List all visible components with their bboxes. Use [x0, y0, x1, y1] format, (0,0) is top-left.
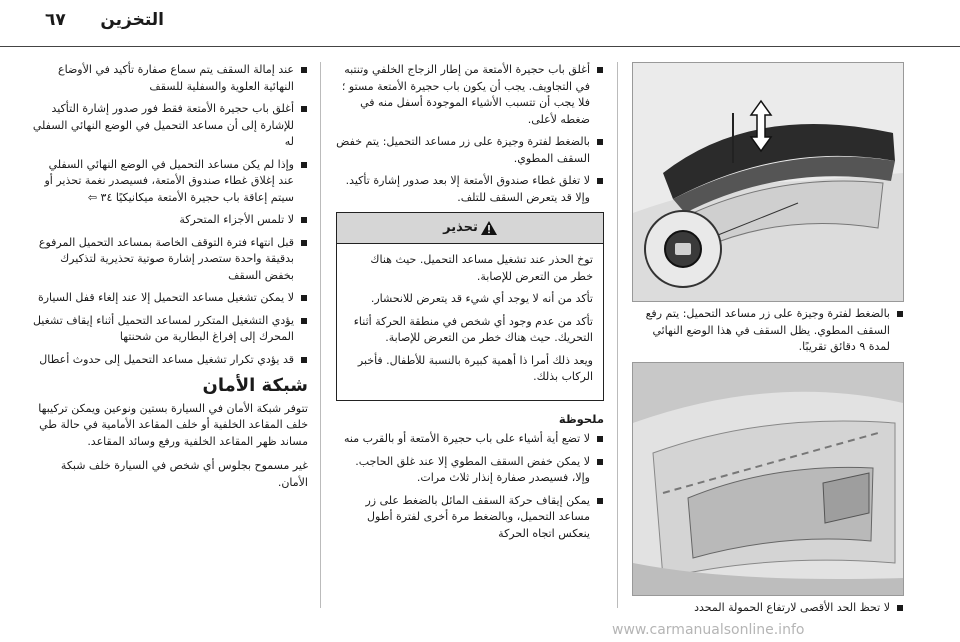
list-item: بالضغط لفترة وجيزة على زر مساعد التحميل: يتم رفع السقف المطوي. يظل السقف في هذا الوضع النهائي لمدة ٩ دقائق تقريبًا. [630, 306, 904, 356]
header-rule [0, 46, 960, 47]
warning-paragraph: توخ الحذر عند تشغيل مساعد التحميل. حيث هناك خطر من التعرض للإصابة. [370, 253, 593, 283]
list-item: لا تغلق غطاء صندوق الأمتعة إلا بعد صدور إشارة تأكيد. وإلا قد يتعرض السقف للتلف. [336, 173, 604, 206]
trunk-roof-photo [632, 62, 904, 302]
list-item: قد يؤدي تكرار تشغيل مساعد التحميل إلى حدوث أعطال [32, 352, 308, 369]
warning-icon [481, 221, 497, 235]
paragraph: تتوفر شبكة الأمان في السيارة بستين ونوعين ويمكن تركيبها خلف المقاعد الخلفية أو خلف المقاعد الأمامية في حالة طي مساند ظهر المقاعد الخلفية ورفع وسائد المقاعد. [38, 401, 308, 448]
list-item: قبل انتهاء فترة التوقف الخاصة بمساعد التحميل المرفوع بدقيقة واحدة ستصدر إشارة صوتية تحذيرية لتذكيرك بخفض السقف [32, 235, 308, 285]
trunk-interior-illustration [633, 363, 903, 595]
list-item: لا تحظ الحد الأقصى لارتفاع الحمولة المحدد [630, 600, 904, 617]
list-item: يمكن إيقاف حركة السقف المائل بالضغط على زر مساعد التحميل، وبالضغط مرة أخرى لفترة أطول ينعكس اتجاه الحركة [336, 493, 604, 543]
warning-paragraph: ويعد ذلك أمرا ذا أهمية كبيرة بالنسبة للأطفال. فأخبر الركاب بذلك. [357, 353, 593, 383]
list-item: لا يمكن تشغيل مساعد التحميل إلا عند إلغاء قفل السيارة [32, 290, 308, 307]
paragraph: غير مسموح بجلوس أي شخص في السيارة خلف شبكة الأمان. [60, 459, 308, 489]
column-right [630, 62, 904, 622]
list-item: وإذا لم يكن مساعد التحميل في الوضع النهائي السفلي عند إغلاق غطاء صندوق الأمتعة، فسيصدر نغمة تحذير أو سيتم إعاقة باب حجيرة الأمتعة ميكانيكيًا ٣٤ ⇦ [32, 157, 308, 207]
page-title: التخزين [100, 10, 164, 30]
trunk-height-photo [632, 362, 904, 596]
list-item: أغلق باب حجيرة الأمتعة فقط فور صدور إشارة التأكيد للإشارة إلى أن مساعد التحميل في الوضع النهائي السفلي له [32, 101, 308, 151]
list-item: بالضغط لفترة وجيزة على زر مساعد التحميل: يتم خفض السقف المطوي. [336, 134, 604, 167]
trunk-illustration [633, 63, 903, 301]
page-header [0, 0, 960, 44]
warning-header [337, 213, 603, 244]
list-item: يؤدي التشغيل المتكرر لمساعد التحميل أثناء إيقاف تشغيل المحرك إلى إفراغ البطارية من شحنتها [32, 313, 308, 346]
watermark: www.carmanualsonline.info [612, 622, 805, 638]
warning-body [337, 244, 603, 400]
warning-title: تحذير [443, 219, 478, 235]
warning-paragraph: تأكد من أنه لا يوجد أي شيء قد يتعرض للانحشار. [370, 292, 593, 305]
list-item: عند إمالة السقف يتم سماع صفارة تأكيد في الأوضاع النهائية العلوية والسفلية للسقف [32, 62, 308, 95]
column-middle [336, 62, 604, 548]
column-left [32, 62, 308, 499]
warning-box [336, 212, 604, 401]
column-divider [320, 62, 321, 608]
warning-paragraph: تأكد من عدم وجود أي شخص في منطقة الحركة أثناء التحريك. حيث هناك خطر من التعرض للإصابة. [353, 314, 593, 344]
section-title: شبكة الأمان [202, 375, 308, 396]
note-title: ملحوظة [558, 411, 604, 426]
list-item: لا تلمس الأجزاء المتحركة [32, 212, 308, 229]
page-number: ٦٧ [45, 10, 66, 30]
list-item: لا يمكن خفض السقف المطوي إلا عند غلق الحاجب. وإلا، فسيصدر صفارة إنذار ثلاث مرات. [336, 454, 604, 487]
list-item: أغلق باب حجيرة الأمتعة من إطار الزجاج الخلفي وتنتبه في التجاويف. يجب أن يكون باب حجيرة الأمتعة مستو ؛ فلا يجب أن تتسبب الأشياء الموجودة أسفل منه في ضغطه لأعلى. [336, 62, 604, 128]
list-item: لا تضع أية أشياء على باب حجيرة الأمتعة أو بالقرب منه [336, 431, 604, 448]
column-divider [617, 62, 618, 608]
